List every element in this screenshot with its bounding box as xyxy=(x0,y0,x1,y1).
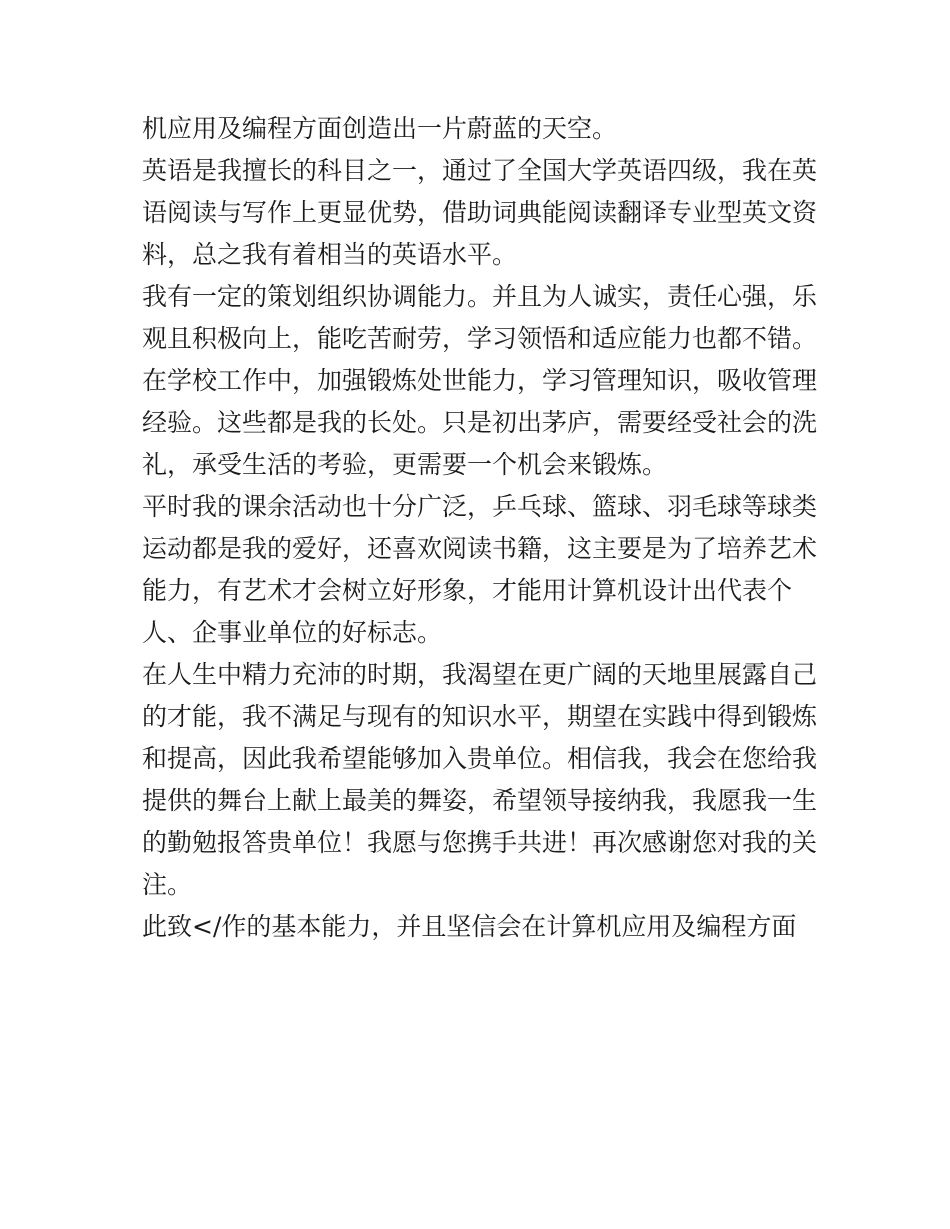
text-line: 料，总之我有着相当的英语水平。 xyxy=(142,240,518,269)
text-line: 观且积极向上，能吃苦耐劳，学习领悟和适应能力也都不错。 xyxy=(142,324,818,353)
text-line: 礼，承受生活的考验，更需要一个机会来锻炼。 xyxy=(142,450,668,479)
text-line: 平时我的课余活动也十分广泛，乒乓球、篮球、羽毛球等球类 xyxy=(142,492,818,521)
text-line: 经验。这些都是我的长处。只是初出茅庐，需要经受社会的洗 xyxy=(142,408,818,437)
document-body xyxy=(142,108,822,948)
text-line: 的才能，我不满足与现有的知识水平，期望在实践中得到锻炼 xyxy=(142,702,818,731)
text-line: 此致</作的基本能力，并且坚信会在计算机应用及编程方面 xyxy=(142,912,797,941)
text-line: 能力，有艺术才会树立好形象，才能用计算机设计出代表个 xyxy=(142,576,793,605)
text-line: 运动都是我的爱好，还喜欢阅读书籍，这主要是为了培养艺术 xyxy=(142,534,818,563)
text-line: 注。 xyxy=(142,870,193,899)
text-line: 和提高，因此我希望能够加入贵单位。相信我，我会在您给我 xyxy=(142,744,818,773)
text-line: 人、企事业单位的好标志。 xyxy=(142,618,443,647)
text-line: 英语是我擅长的科目之一，通过了全国大学英语四级，我在英 xyxy=(142,156,818,185)
text-line: 提供的舞台上献上最美的舞姿，希望领导接纳我，我愿我一生 xyxy=(142,786,818,815)
text-line: 的勤勉报答贵单位！我愿与您携手共进！再次感谢您对我的关 xyxy=(142,828,818,857)
text-line: 在学校工作中，加强锻炼处世能力，学习管理知识，吸收管理 xyxy=(142,366,818,395)
text-line: 在人生中精力充沛的时期，我渴望在更广阔的天地里展露自己 xyxy=(142,660,818,689)
text-line: 语阅读与写作上更显优势，借助词典能阅读翻译专业型英文资 xyxy=(142,198,818,227)
text-line: 我有一定的策划组织协调能力。并且为人诚实，责任心强，乐 xyxy=(142,282,818,311)
text-line: 机应用及编程方面创造出一片蔚蓝的天空。 xyxy=(142,114,618,143)
